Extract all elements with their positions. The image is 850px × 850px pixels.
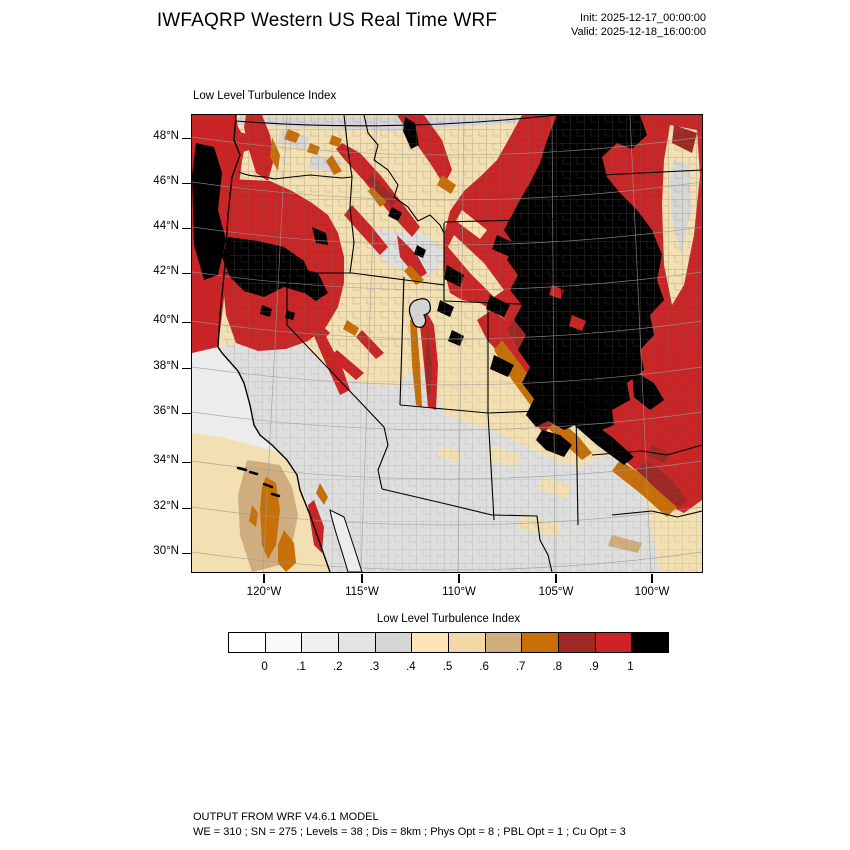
colorbar-cell: [522, 633, 559, 652]
page-title: IWFAQRP Western US Real Time WRF: [156, 10, 498, 31]
valid-time: Valid: 2025-12-18_16:00:00: [571, 26, 706, 38]
lon-tick-mark: [651, 574, 652, 583]
lon-tick-label: 105°W: [538, 586, 574, 598]
colorbar-cell: [339, 633, 376, 652]
lat-tick-mark: [182, 322, 191, 323]
init-time: Init: 2025-12-17_00:00:00: [580, 12, 706, 24]
lon-tick-label: 110°W: [442, 586, 476, 598]
lat-tick-label: 38°N: [153, 360, 179, 372]
lat-tick-label: 44°N: [153, 220, 179, 232]
colorbar-cell: [632, 633, 668, 652]
colorbar-cell: [302, 633, 339, 652]
colorbar-tick-label: .8: [552, 661, 563, 673]
lat-tick-label: 34°N: [153, 454, 179, 466]
lat-tick-label: 36°N: [153, 405, 179, 417]
lat-tick-label: 32°N: [153, 500, 179, 512]
turbulence-map: [192, 115, 702, 572]
lon-tick-mark: [458, 574, 459, 583]
colorbar-cell: [559, 633, 596, 652]
colorbar-tick-label: .9: [589, 661, 599, 673]
colorbar-tick-label: .2: [332, 661, 343, 673]
lon-tick-mark: [361, 574, 362, 583]
lon-tick-label: 120°W: [246, 586, 282, 598]
colorbar: [228, 632, 669, 653]
colorbar-cell: [266, 633, 303, 652]
lat-tick-mark: [182, 138, 191, 139]
model-info-line2: WE = 310 ; SN = 275 ; Levels = 38 ; Dis = 8km ; Phys Opt = 8 ; PBL Opt = 1 ; Cu Opt = 3: [193, 826, 626, 838]
lat-tick-label: 48°N: [153, 130, 179, 142]
lon-tick-label: 115°W: [345, 586, 379, 598]
colorbar-tick-label: .6: [479, 661, 489, 673]
lat-tick-mark: [182, 273, 191, 274]
colorbar-tick-label: .3: [369, 661, 380, 673]
colorbar-cell: [412, 633, 449, 652]
colorbar-cell: [486, 633, 523, 652]
lon-tick-label: 100°W: [634, 586, 670, 598]
colorbar-tick-label: 1: [627, 661, 634, 673]
lon-tick-mark: [555, 574, 556, 583]
lat-tick-mark: [182, 553, 191, 554]
colorbar-tick-label: 0: [261, 661, 268, 673]
colorbar-title: Low Level Turbulence Index: [376, 613, 521, 625]
lat-tick-label: 46°N: [153, 175, 179, 187]
lat-tick-mark: [182, 413, 191, 414]
model-info-line1: OUTPUT FROM WRF V4.6.1 MODEL: [193, 811, 379, 823]
map-canvas: [191, 114, 703, 573]
colorbar-tick-label: .1: [296, 661, 306, 673]
run-info: [450, 11, 706, 39]
map-title: Low Level Turbulence Index: [193, 90, 337, 102]
colorbar-cell: [229, 633, 266, 652]
lat-tick-label: 30°N: [153, 545, 179, 557]
lat-tick-mark: [182, 368, 191, 369]
colorbar-cell: [596, 633, 633, 652]
colorbar-cell: [376, 633, 413, 652]
lat-tick-label: 40°N: [153, 314, 179, 326]
lat-tick-mark: [182, 228, 191, 229]
lon-tick-mark: [263, 574, 264, 583]
colorbar-cell: [449, 633, 486, 652]
colorbar-tick-label: .5: [442, 661, 453, 673]
lat-tick-mark: [182, 183, 191, 184]
lat-tick-mark: [182, 462, 191, 463]
lat-tick-label: 42°N: [153, 265, 179, 277]
colorbar-tick-label: .4: [406, 661, 416, 673]
lat-tick-mark: [182, 508, 191, 509]
model-info: [193, 810, 626, 840]
colorbar-tick-label: .7: [515, 661, 526, 673]
